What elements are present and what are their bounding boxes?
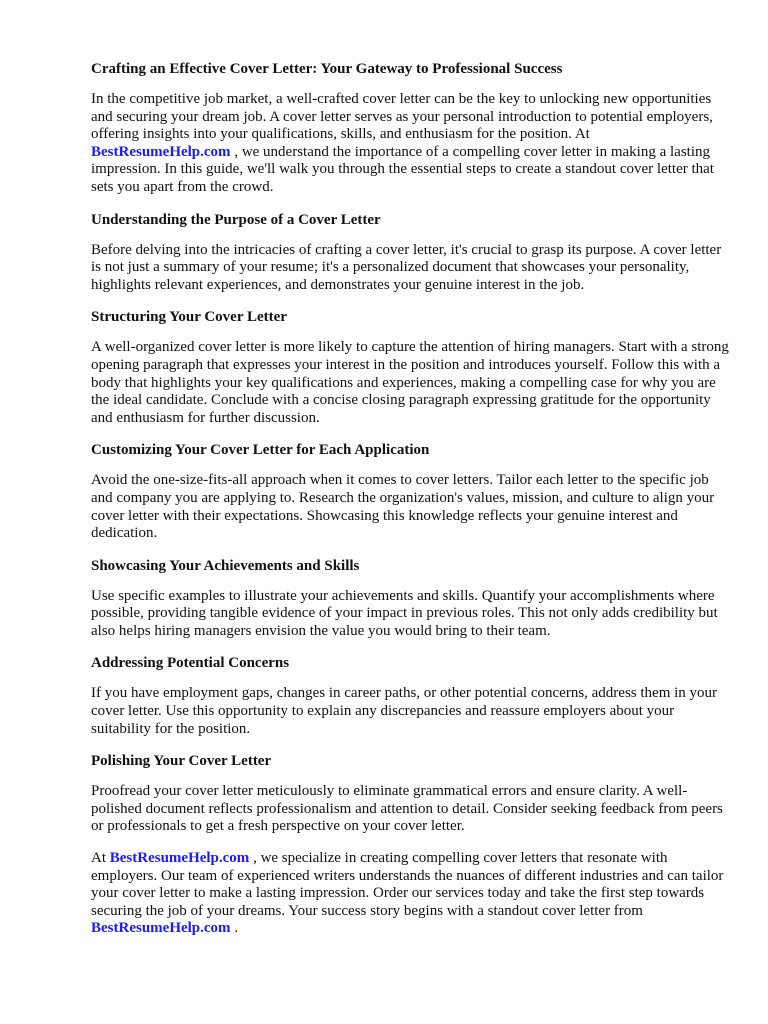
section-heading-concerns: Addressing Potential Concerns xyxy=(91,655,290,672)
section-body-structure: A well-organized cover letter is more likely to capture the attention of hiring managers. Start with a strong opening paragraph that expresses your interest in the position and introduces yourself. Follow this with a body that highlights your key qualifications and experiences, making a compelling case for why you are the ideal candidate. Conclude with a concise closing paragraph expressing gratitude for the opportunity and enthusiasm for further discussion. xyxy=(91,339,729,426)
document-title: Crafting an Effective Cover Letter: Your Gateway to Professional Success xyxy=(91,61,563,77)
section-body-concerns: If you have employment gaps, changes in career paths, or other potential concerns, address them in your cover letter. Use this opportunity to explain any discrepancies and reassure employers about your suitability for the position. xyxy=(91,685,718,737)
section-heading-polishing: Polishing Your Cover Letter xyxy=(91,753,272,770)
section-body-achievements: Use specific examples to illustrate your achievements and skills. Quantify your accomplishments where possible, providing tangible evidence of your impact in previous roles. This not only adds credibility but also helps hiring managers envision the value you would bring to their team. xyxy=(91,587,718,639)
document-page xyxy=(91,60,731,952)
intro-paragraph xyxy=(91,91,731,197)
section-body-purpose: Before delving into the intricacies of crafting a cover letter, it's crucial to grasp its purpose. A cover letter is not just a summary of your resume; it's a personalized document that showcases your personality, highlights relevant experiences, and demonstrates your genuine interest in the job. xyxy=(91,241,722,293)
closing-text-end: . xyxy=(234,920,239,937)
section-heading-achievements: Showcasing Your Achievements and Skills xyxy=(91,557,360,574)
intro-text-start: In the competitive job market, a well-crafted cover letter can be the key to unlocking new opportunities and securing your dream job. A cover letter serves as your personal introduction to potential employers, offering insights into your qualifications, skills, and enthusiasm for the position. At xyxy=(91,91,713,143)
bestresumehelp-link-closing[interactable]: BestResumeHelp.com xyxy=(109,850,250,867)
bestresumehelp-link-final[interactable]: BestResumeHelp.com xyxy=(91,920,231,937)
bestresumehelp-link[interactable]: BestResumeHelp.com xyxy=(91,143,231,160)
section-heading-structure: Structuring Your Cover Letter xyxy=(91,309,287,326)
closing-text-start: At xyxy=(91,850,110,867)
closing-text-middle: , we specialize in creating compelling cover letters that resonate with employers. Our team of experienced writers understands the nuances of different industries and can tailor your cover letter to make a lasting impression. Order our services today and take the first step towards securing the job of your dreams. Your success story begins with a standout cover letter from xyxy=(91,850,724,919)
section-body-polishing: Proofread your cover letter meticulously to eliminate grammatical errors and ensure clarity. A well-polished document reflects professionalism and attention to detail. Consider seeking feedback from peers or professionals to get a fresh perspective on your cover letter. xyxy=(91,783,723,835)
closing-paragraph xyxy=(91,850,731,938)
intro-text-end: , we understand the importance of a compelling cover letter in making a lasting impression. In this guide, we'll walk you through the essential steps to create a standout cover letter that sets you apart from the crowd. xyxy=(91,143,714,195)
section-heading-customizing: Customizing Your Cover Letter for Each Application xyxy=(91,442,430,459)
section-body-customizing: Avoid the one-size-fits-all approach when it comes to cover letters. Tailor each letter to the specific job and company you are applying to. Research the organization's values, mission, and culture to align your cover letter with their expectations. Showcasing this knowledge reflects your genuine interest and dedication. xyxy=(91,472,715,542)
section-heading-purpose: Understanding the Purpose of a Cover Letter xyxy=(91,211,381,228)
